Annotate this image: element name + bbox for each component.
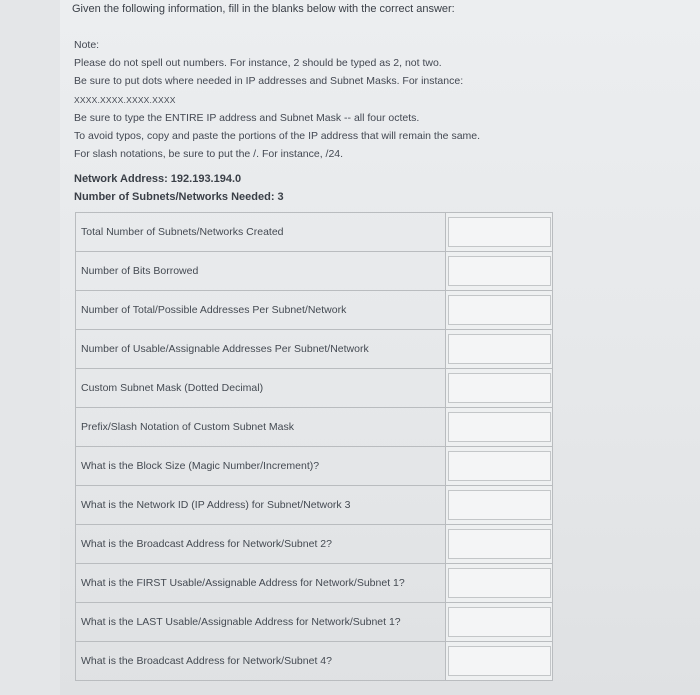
table-row: [76, 330, 553, 369]
answer-cell: [446, 525, 553, 564]
answer-input-last-usable-1[interactable]: [448, 607, 551, 637]
answer-cell: [446, 213, 553, 252]
answer-input-block-size[interactable]: [448, 451, 551, 481]
question-label: What is the LAST Usable/Assignable Address for Network/Subnet 1?: [76, 603, 446, 642]
question-label: Number of Usable/Assignable Addresses Per Subnet/Network: [76, 330, 446, 369]
answer-cell: [446, 642, 553, 681]
subnets-needed-value: 3: [277, 191, 284, 203]
answer-cell: [446, 369, 553, 408]
table-row: [76, 252, 553, 291]
answer-input-prefix[interactable]: [448, 412, 551, 442]
note-line-1: Please do not spell out numbers. For instance, 2 should be typed as 2, not two.: [74, 57, 442, 70]
table-row: [76, 603, 553, 642]
note-block: [74, 36, 480, 163]
table-row: [76, 291, 553, 330]
table-row: [76, 486, 553, 525]
note-line-5: For slash notations, be sure to put the /. For instance, /24.: [74, 148, 344, 161]
note-line-4: To avoid typos, copy and paste the portions of the IP address that will remain the same.: [74, 130, 481, 143]
left-margin: [0, 0, 60, 695]
table-row: [76, 213, 553, 252]
question-label: Custom Subnet Mask (Dotted Decimal): [76, 369, 446, 408]
answer-cell: [446, 564, 553, 603]
instructions-intro: Given the following information, fill in the blanks below with the correct answer:: [72, 3, 455, 15]
note-line-3: Be sure to type the ENTIRE IP address and Subnet Mask -- all four octets.: [74, 111, 420, 124]
table-row: [76, 408, 553, 447]
answer-cell: [446, 330, 553, 369]
question-label: Total Number of Subnets/Networks Created: [76, 213, 446, 252]
answer-cell: [446, 252, 553, 291]
network-address-label: Network Address:: [74, 173, 168, 185]
question-label: Prefix/Slash Notation of Custom Subnet Mask: [76, 408, 446, 447]
mask-example: XXXX.XXXX.XXXX.XXXX: [74, 94, 176, 105]
subnets-needed-label: Number of Subnets/Networks Needed:: [74, 191, 275, 203]
network-address-value: 192.193.194.0: [170, 173, 242, 185]
answer-input-bits-borrowed[interactable]: [448, 256, 551, 286]
answer-input-usable-addresses[interactable]: [448, 334, 551, 364]
table-row: [76, 447, 553, 486]
question-label: What is the FIRST Usable/Assignable Address for Network/Subnet 1?: [76, 564, 446, 603]
answer-input-custom-mask[interactable]: [448, 373, 551, 403]
question-label: What is the Network ID (IP Address) for Subnet/Network 3: [76, 486, 446, 525]
note-heading: Note:: [74, 39, 100, 51]
answer-table: [75, 212, 553, 681]
question-label: Number of Total/Possible Addresses Per Subnet/Network: [76, 291, 446, 330]
subnets-needed-line: [74, 188, 284, 206]
answer-input-broadcast-2[interactable]: [448, 529, 551, 559]
table-row: [76, 525, 553, 564]
answer-input-network-id-3[interactable]: [448, 490, 551, 520]
answer-input-total-addresses[interactable]: [448, 295, 551, 325]
note-line-2: Be sure to put dots where needed in IP addresses and Subnet Masks. For instance:: [74, 75, 464, 88]
network-address-line: [74, 170, 284, 188]
question-label: What is the Broadcast Address for Network/Subnet 2?: [76, 525, 446, 564]
answer-input-first-usable-1[interactable]: [448, 568, 551, 598]
question-label: What is the Broadcast Address for Network/Subnet 4?: [76, 642, 446, 681]
given-info: [74, 170, 284, 206]
answer-cell: [446, 408, 553, 447]
answer-cell: [446, 447, 553, 486]
table-row: [76, 642, 553, 681]
answer-cell: [446, 291, 553, 330]
answer-cell: [446, 603, 553, 642]
table-row: [76, 369, 553, 408]
answer-cell: [446, 486, 553, 525]
question-label: What is the Block Size (Magic Number/Increment)?: [76, 447, 446, 486]
table-row: [76, 564, 553, 603]
question-label: Number of Bits Borrowed: [76, 252, 446, 291]
answer-input-broadcast-4[interactable]: [448, 646, 551, 676]
answer-input-total-subnets[interactable]: [448, 217, 551, 247]
